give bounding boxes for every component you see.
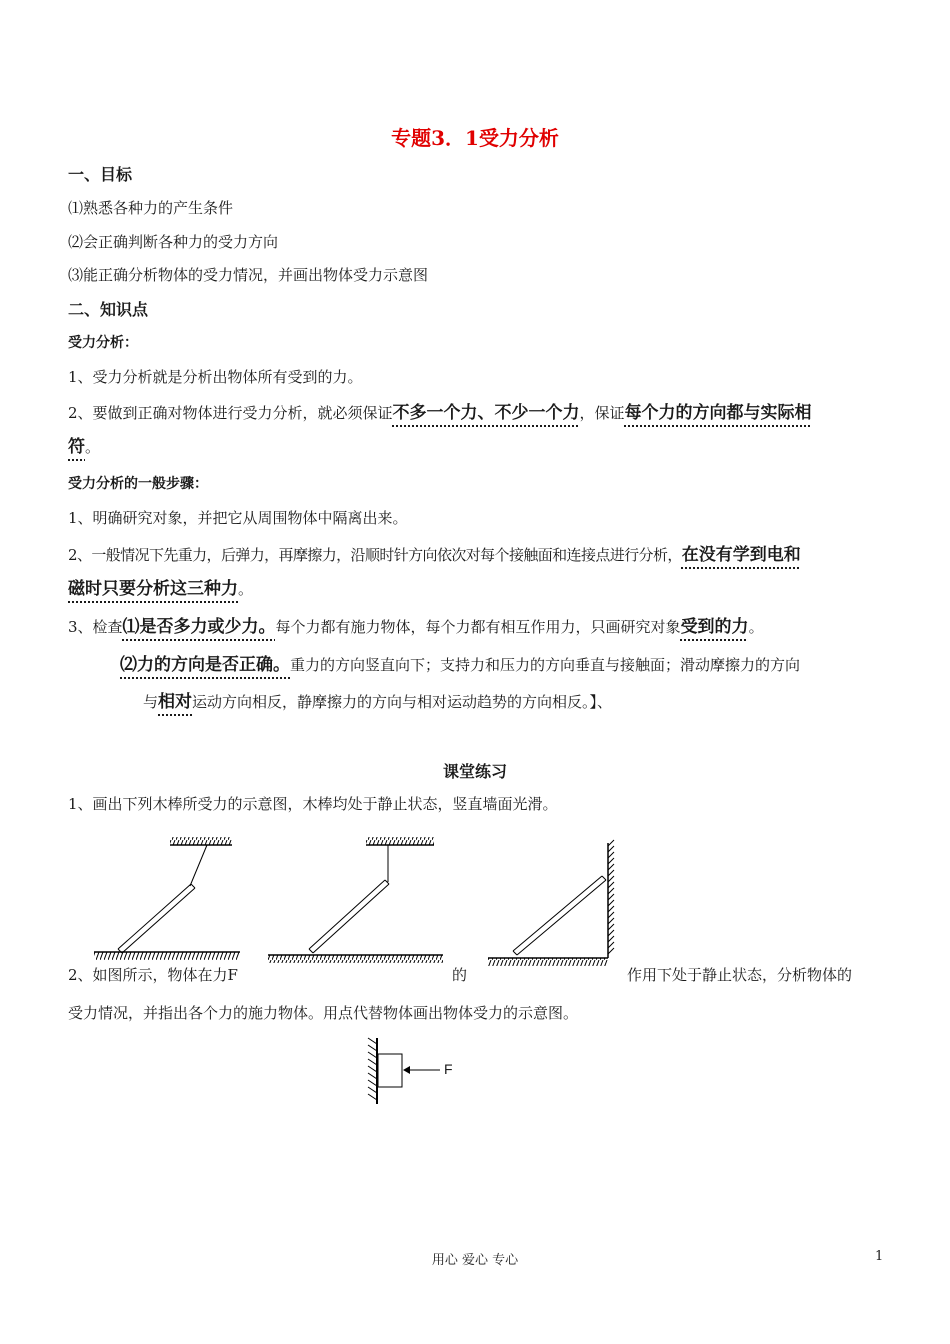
practice-heading: 课堂练习 (442, 762, 507, 781)
figure-4-block-against-wall (368, 1038, 440, 1104)
p2-emphasis-1: 不多一个力、不少一个力 (392, 403, 580, 423)
page-number: 1 (875, 1249, 884, 1264)
subheading-force-analysis: 受力分析： (68, 335, 138, 351)
step3-emphasis-4: 相对 (158, 692, 193, 712)
practice-q1: 1、画出下列木棒所受力的示意图，木棒均处于静止状态，竖直墙面光滑。 (68, 795, 558, 813)
goal-item-2: ⑵会正确判断各种力的受力方向 (68, 233, 279, 251)
figure-3-rod-against-wall (488, 840, 614, 966)
step3-text-s5a: 与 (143, 693, 159, 711)
step3-text-s5c: 运动方向相反，静摩擦力的方向与相对运动趋势的方向相反。】、 (192, 693, 613, 711)
practice-q2-part-b: 的 (452, 966, 468, 984)
step-1: 1、明确研究对象，并把它从周围物体中隔离出来。 (68, 509, 408, 527)
p2-emphasis-3: 符 (68, 437, 85, 457)
p2-text-c: ，保证 (579, 404, 625, 422)
practice-q2-part-a: 2、如图所示，物体在力F (68, 966, 238, 984)
p2-emphasis-2: 每个力的方向都与实际相 (624, 403, 812, 423)
figure-2-rod-vertical-string (268, 837, 443, 963)
footer-motto: 用心 爱心 专心 (431, 1253, 519, 1268)
step2-emphasis-1: 在没有学到电和 (681, 545, 801, 565)
subheading-steps: 受力分析的一般步骤： (68, 476, 208, 492)
step3-text-b: 重力的方向竖直向下；支持力和压力的方向垂直与接触面；滑动摩擦力的方向 (290, 656, 801, 674)
step3-emphasis-2: 受到的力 (680, 617, 749, 637)
goal-item-1: ⑴熟悉各种力的产生条件 (68, 199, 234, 217)
practice-q2-part-c: 作用下处于静止状态，分析物体的 (627, 966, 853, 984)
step2-emphasis-2: 磁时只要分析这三种力 (68, 579, 238, 599)
force-label-f: F (444, 1061, 453, 1077)
section-knowledge-heading: 二、知识点 (68, 300, 149, 319)
page-title: 专题3．1受力分析 (391, 126, 559, 150)
figure-1-rod-ceiling-string (94, 837, 240, 960)
step3-emphasis-1: ⑴是否多力或少力。 (122, 617, 276, 637)
section-goals-heading: 一、目标 (68, 165, 133, 184)
step3-emphasis-3: ⑵力的方向是否正确。 (120, 655, 290, 675)
goal-item-3: ⑶能正确分析物体的受力情况，并画出物体受力示意图 (68, 266, 429, 284)
step3-text-e: 。 (748, 618, 764, 636)
step3-text-a: 3、检查 (68, 618, 123, 636)
p2-text-f: 。 (85, 438, 101, 456)
knowledge-p1: 1、受力分析就是分析出物体所有受到的力。 (68, 368, 363, 386)
p2-text-a: 2、要做到正确对物体进行受力分析，就必须保证 (68, 404, 393, 422)
step3-text-c: 每个力都有施力物体，每个力都有相互作用力，只画研究对象 (275, 618, 681, 636)
step2-text-d: 。 (238, 580, 254, 598)
practice-q2-part-d: 受力情况，并指出各个力的施力物体。用点代替物体画出物体受力的示意图。 (68, 1004, 579, 1022)
step2-text-a: 2、一般情况下先重力，后弹力，再摩擦力，沿顺时针方向依次对每个接触面和连接点进行分析， (68, 546, 682, 564)
